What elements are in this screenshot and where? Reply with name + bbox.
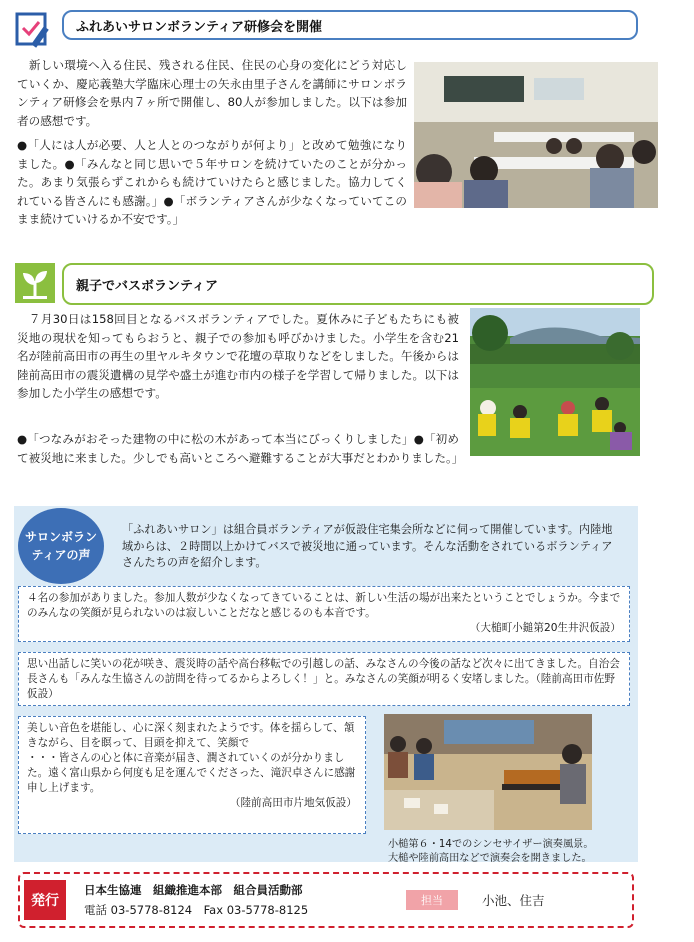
staff-names: 小池、住吉 xyxy=(482,893,545,908)
voice-card-2-text: 思い出話しに笑いの花が咲き、震災時の話や高台移転での引越しの話、みなさんの今後の話など次々に出てきました。自治会長さんも「みんな生協さんの訪問を待ってるからよろしく！」と。みなさんの笑顔が明るく安堵しました。（陸前高田市佐野仮設） xyxy=(27,658,620,700)
voice-badge xyxy=(18,508,104,584)
voice-card-3 xyxy=(18,716,366,834)
section2-paragraph: ７月30日は158回目となるバスボランティアでした。夏休みに子どもたちにも被災地の現状を知ってもらおうと、親子での参加も呼びかけました。小学生を含む21名が陸前高田市の再生の里ヤルキタウンで花壇の草取りなどをしました。午後からは陸前高田市の震災遺構の見学や盛土が進む市内の様子を学習して帰りました。以下は参加した小学生の感想です。 xyxy=(17,312,459,401)
voice-card-2 xyxy=(18,652,630,706)
synthesizer-photo xyxy=(384,714,592,830)
section1-paragraph: 新しい環境へ入る住民、残される住民、住民の心身の変化にどう対応していくか、慶応義塾大学臨床心理士の矢永由里子さんを講師にサロンボランティア研修会を県内７ヶ所で開催し、80人が参加しました。以下は参加者の感想です。 xyxy=(17,58,407,128)
section1-heading xyxy=(62,10,638,40)
volunteer-field-photo xyxy=(470,308,640,456)
voice-intro: 「ふれあいサロン」は組合員ボランティアが仮設住宅集会所などに伺って開催しています。内陸地域からは、２時間以上かけてバスで被災地に通っています。そんな活動をされているボランティアさんたちの声を紹介します。 xyxy=(122,523,613,569)
voice-card-1-source: （大槌町小鎚第20生井沢仮設） xyxy=(469,622,621,634)
seminar-photo xyxy=(414,62,658,208)
voice-card-1-text: ４名の参加がありました。参加人数が少なくなってきていることは、新しい生活の場が出来たということでしょうか。今までのみんなの笑顔が見られないのは寂しいことだなと感じるのも本音です。 xyxy=(27,592,621,619)
issuer-badge xyxy=(24,880,66,920)
section2-quotes: ●「つなみがおそった建物の中に松の木があって本当にびっくりしました」●「初めて被災地に来ました。少しでも高いところへ避難することが大事だとわかりました。」 xyxy=(17,432,464,465)
photo-caption-line2: 大槌や陸前高田などで演奏会を開きました。 xyxy=(388,853,592,864)
footer-contact: 電話 03-5778-8124 Fax 03-5778-8125 xyxy=(84,903,309,917)
voice-card-3-text: 美しい音色を堪能し、心に深く刻まれたようです。体を揺らして、頷きながら、目を瞑って、目頭を抑えて、笑顔で ・・・皆さんの心と体に音楽が届き、潤されていくのが分かりました。遠く富山県から何度も足を運んでくださった、滝沢卓さんに感謝申し上げます。 xyxy=(27,722,356,794)
voice-card-1 xyxy=(18,586,630,642)
section1-quotes: ●「人には人が必要、人と人とのつながりが何より」と改めて勉強になりました。●「みんなと同じ思いで５年サロンを続けていたのことが分かった。あまり気張らずこれからも続けていけたらと感じました。協力してくれている皆さんにも感謝。」●「ボランティアさんが少なくなっていてこのまま続けていけるか不安です。」 xyxy=(17,138,407,227)
voice-badge-line1: サロンボラン xyxy=(24,530,97,544)
voice-badge-line2: ティアの声 xyxy=(31,548,91,562)
photo-caption xyxy=(388,838,638,866)
pencil-check-icon xyxy=(15,10,55,50)
voice-card-3-source: （陸前高田市片地気仮設） xyxy=(229,797,357,809)
staff-label: 担当 xyxy=(421,894,443,907)
sprout-icon xyxy=(15,263,55,303)
section1-title: ふれあいサロンボランティア研修会を開催 xyxy=(76,19,322,35)
photo-caption-line1: 小槌第６・14でのシンセサイザー演奏風景。 xyxy=(388,839,594,850)
footer-org: 日本生協連 組織推進本部 組合員活動部 xyxy=(84,883,303,897)
issuer-label: 発行 xyxy=(31,893,59,909)
staff-badge xyxy=(406,890,458,910)
section2-heading xyxy=(62,263,654,305)
section2-title: 親子でバスボランティア xyxy=(76,278,218,294)
